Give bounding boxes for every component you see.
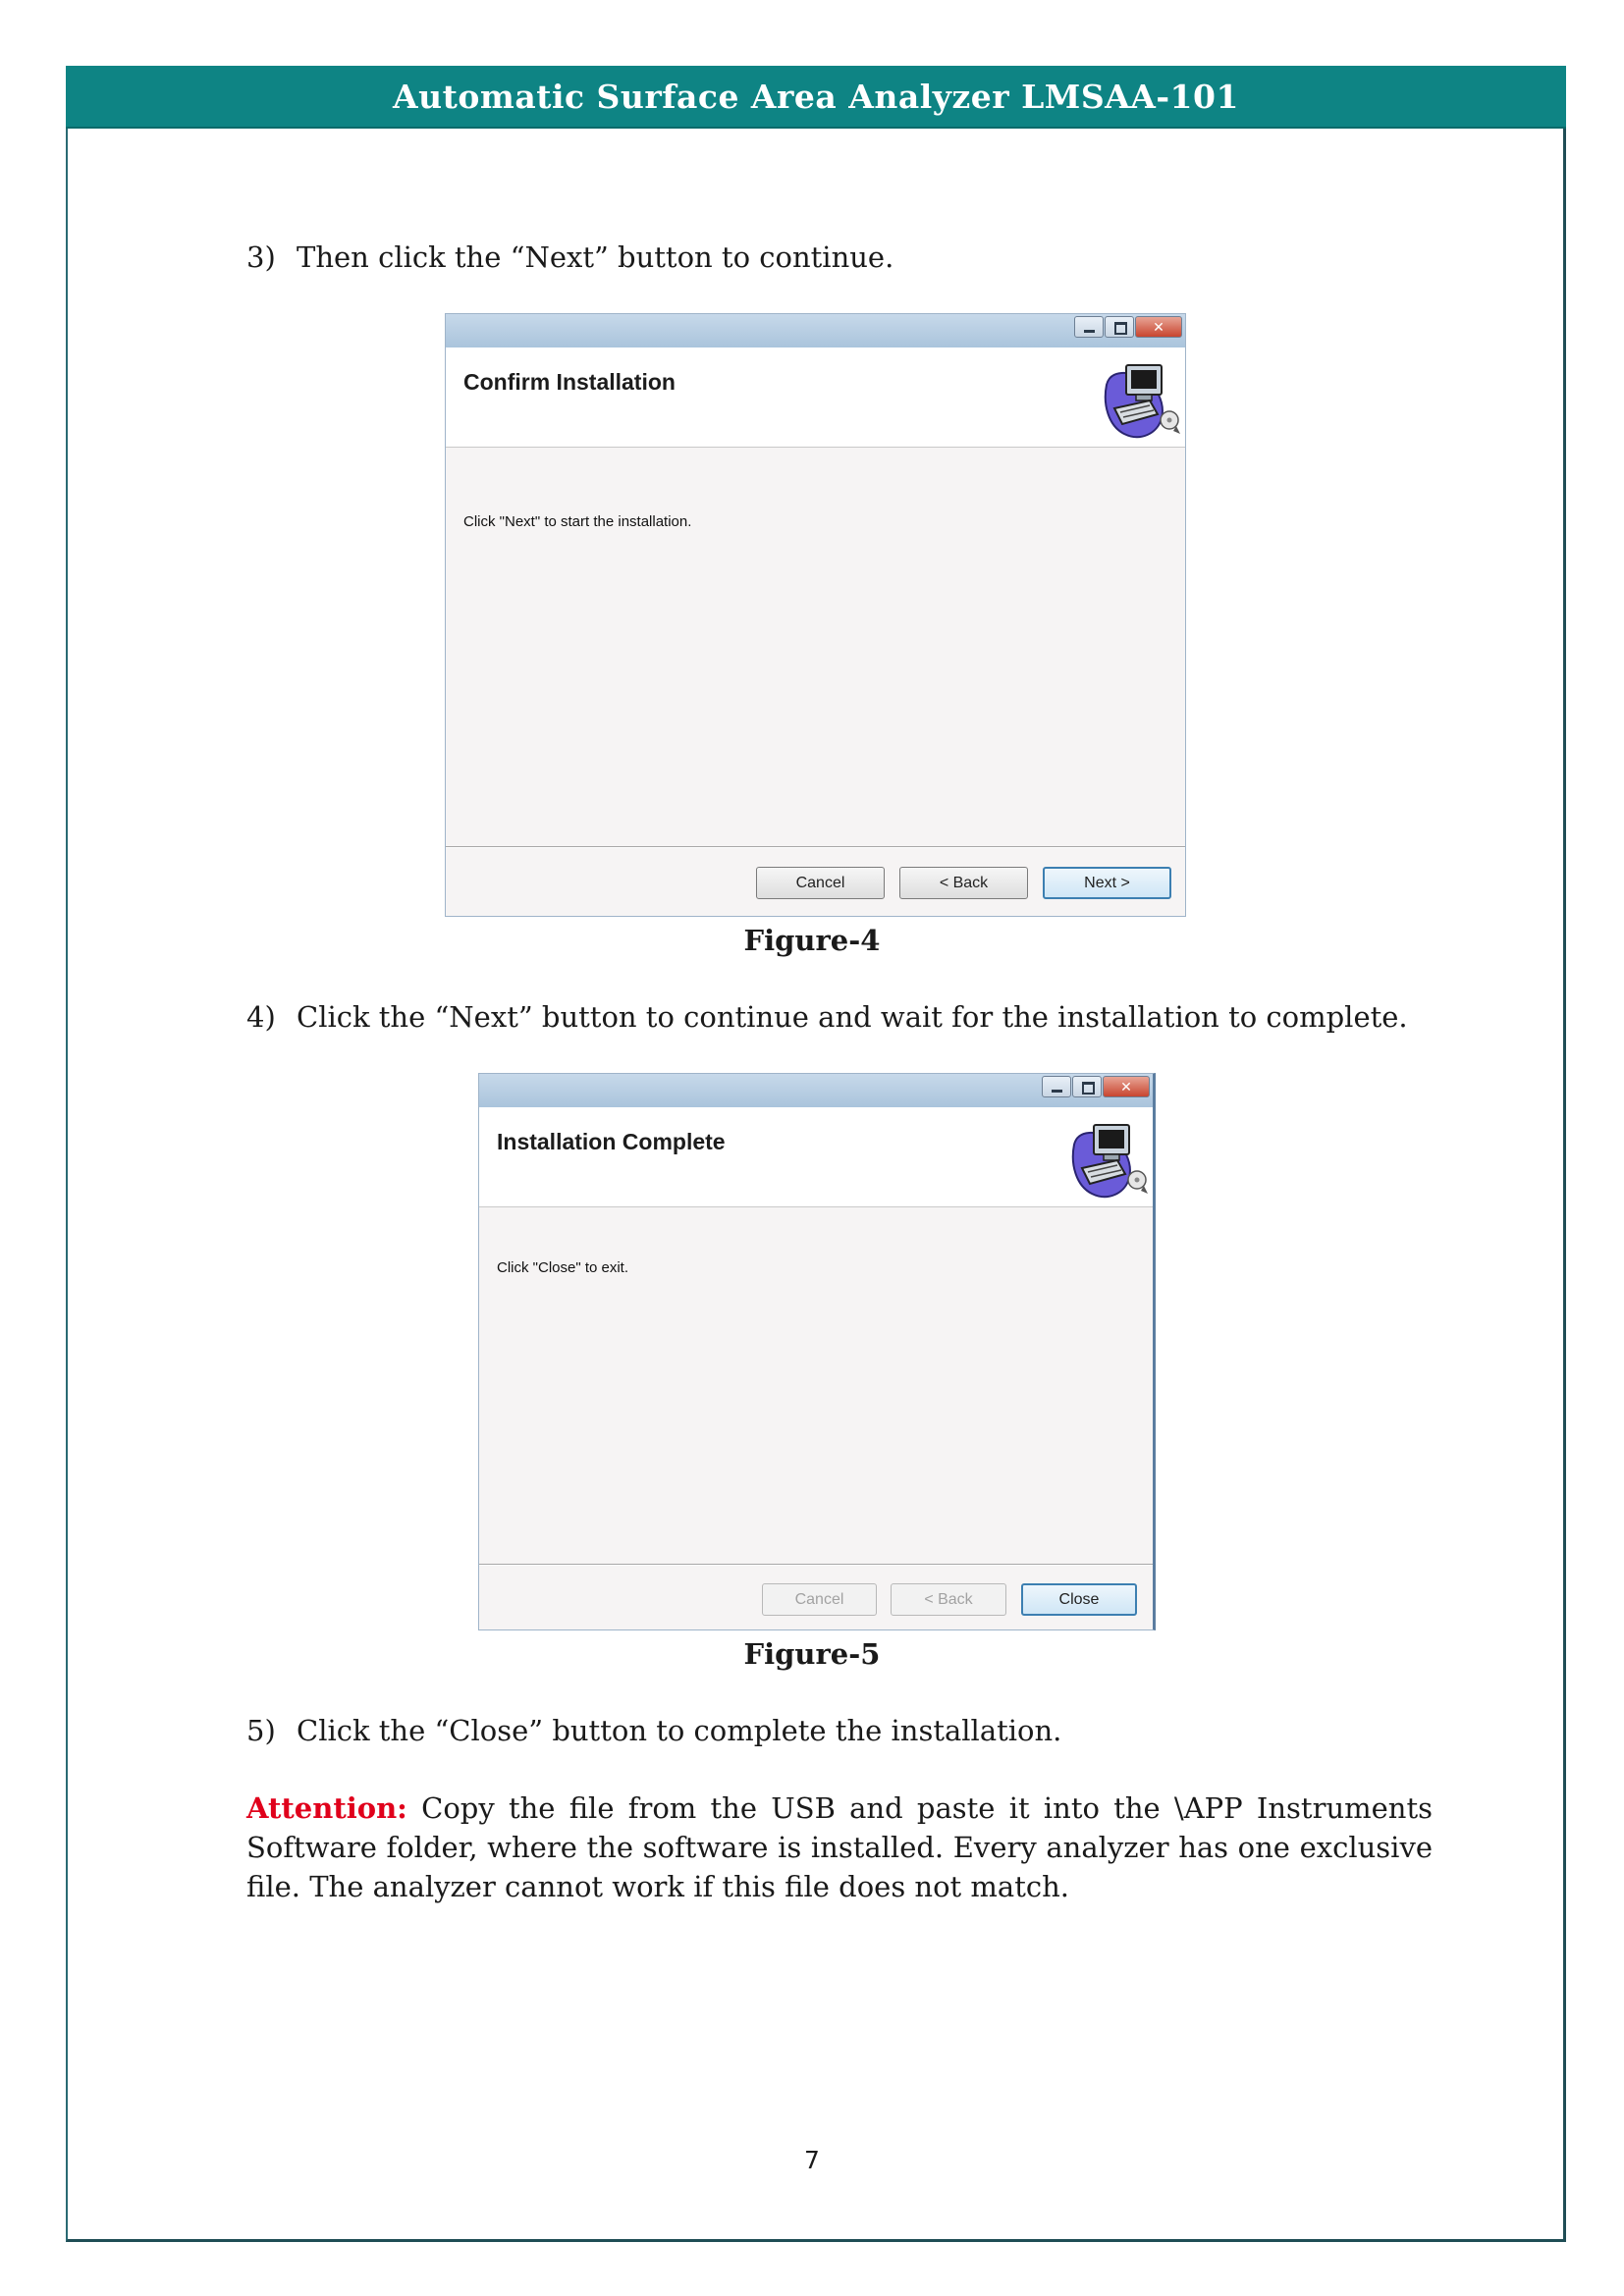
dialog-banner [479,1107,1153,1207]
installer-computer-icon [1068,1115,1149,1201]
page-header [66,66,1566,129]
close-icon[interactable]: ✕ [1135,316,1182,338]
minimize-icon[interactable] [1042,1076,1071,1097]
footer-divider [446,846,1185,848]
back-button[interactable]: < Back [899,867,1028,899]
maximize-icon[interactable] [1072,1076,1102,1097]
dialog-titlebar [446,314,1185,347]
close-icon[interactable]: ✕ [1103,1076,1150,1097]
step-text: Click the “Next” button to continue and wait for the installation to complete. [297,1000,1408,1034]
step-text: Then click the “Next” button to continue. [297,240,894,274]
back-button[interactable]: < Back [891,1583,1006,1616]
figure-4-caption: Figure-4 [743,924,881,957]
installation-complete-dialog [478,1073,1156,1630]
dialog-heading: Confirm Installation [463,369,676,395]
footer-divider [479,1564,1153,1566]
figure-5-caption: Figure-5 [743,1637,881,1671]
page-number: 7 [804,2146,820,2174]
cancel-button[interactable]: Cancel [762,1583,877,1616]
dialog-banner [446,347,1185,448]
step-number: 5) [246,1714,276,1747]
dialog-message: Click "Close" to exit. [497,1259,629,1276]
step-number: 4) [246,1000,276,1034]
step-4 [246,999,1408,1035]
document-title: Automatic Surface Area Analyzer LMSAA-101 [393,77,1239,116]
dialog-message: Click "Next" to start the installation. [463,513,692,530]
maximize-icon[interactable] [1105,316,1134,338]
attention-note [246,1789,1433,1906]
attention-label: Attention: [246,1791,407,1825]
step-3 [246,240,893,275]
step-5 [246,1713,1061,1748]
step-number: 3) [246,240,276,274]
dialog-titlebar [479,1074,1153,1107]
dialog-heading: Installation Complete [497,1129,726,1154]
cancel-button[interactable]: Cancel [756,867,885,899]
attention-text: Copy the file from the USB and paste it into the \APP Instruments Software folder, where the software is installed. Every analyzer has one exclusive file. The analyzer cannot work if this file does not match. [246,1791,1434,1903]
next-button[interactable]: Next > [1043,867,1171,899]
minimize-icon[interactable] [1074,316,1104,338]
step-text: Click the “Close” button to complete the installation. [297,1714,1062,1747]
confirm-installation-dialog [445,313,1186,917]
close-button[interactable]: Close [1021,1583,1137,1616]
installer-computer-icon [1101,355,1181,442]
